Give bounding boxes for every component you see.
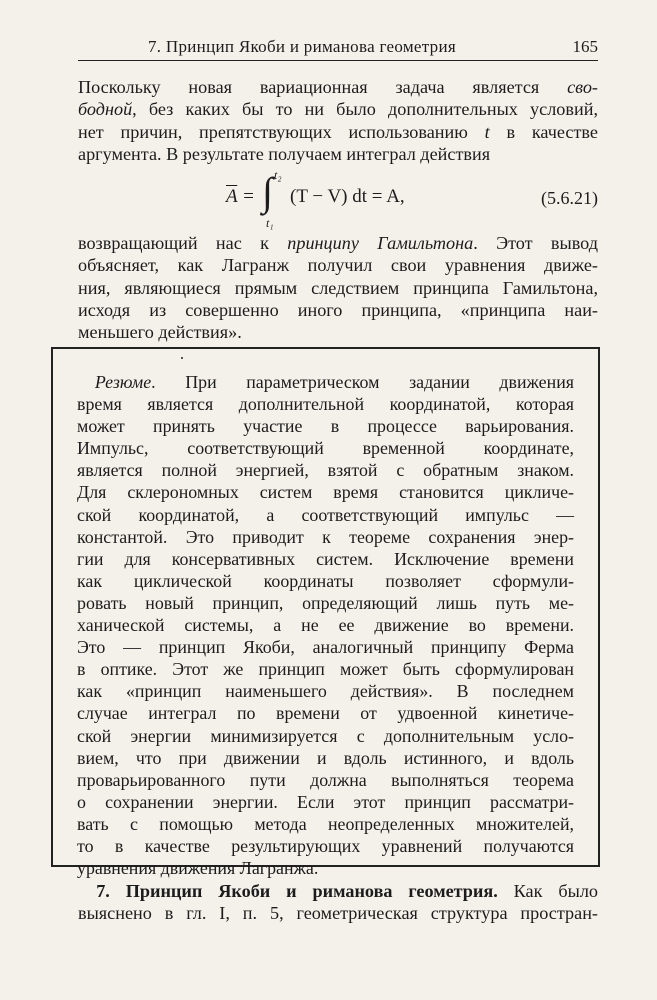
upper-limit: t₂ <box>274 168 282 182</box>
running-title: 7. Принцип Якоби и риманова геометрия <box>148 37 457 56</box>
text-line: Поскольку новая вариационная задача является сво- <box>78 77 598 97</box>
text-line: ской энергии минимизируется с дополнительным усло- <box>77 725 574 746</box>
equation-lhs: $\overline{A}$ = <box>226 186 255 207</box>
text-line: ханической системы, а не ее движение во времени. <box>77 615 574 636</box>
text-line: исходя из совершенно иного принципа, «принципа наи- <box>78 299 598 320</box>
text-line: объясняет, как Лагранж получил свои уравнения движе- <box>78 255 598 276</box>
text-line: Для склерономных систем время становится цикличе- <box>77 482 574 503</box>
text-line: гии для консервативных систем. Исключение времени <box>77 548 574 569</box>
summary-text <box>77 371 574 879</box>
text-line: может принять участие в процессе варьирования. <box>77 416 574 437</box>
text-line: меньшего действия». <box>78 322 242 343</box>
text-line: о сохранении энергии. Если этот принцип рассматри- <box>77 791 574 812</box>
summary-label: Резюме <box>94 372 152 392</box>
text-line: то в качестве результирующих уравнений получаются <box>77 835 574 856</box>
text-line: константой. Это приводит к теореме сохранения энер- <box>77 526 574 547</box>
text-line: нет причин, препятствующих использованию t в качестве <box>78 121 598 142</box>
equation-number: (5.6.21) <box>541 188 598 208</box>
page-number: 165 <box>572 37 598 56</box>
integrand: (T − V) dt = A, <box>290 186 405 207</box>
text-line: проварьированного пути должна выполняться теорема <box>77 769 574 790</box>
text-line: в оптике. Этот же принцип может быть сформулирован <box>77 659 574 680</box>
paragraph-1 <box>78 76 598 165</box>
equation-5-6-21 <box>78 168 598 230</box>
section-first-line: 7. Принцип Якоби и риманова геометрия. Как было <box>96 881 598 901</box>
text-line: уравнения движения Лагранжа. <box>77 858 319 879</box>
text-line: как циклической координаты позволяет сформули- <box>77 570 574 591</box>
summary-box <box>51 347 600 879</box>
text-line: аргумента. В результате получаем интеграл действия <box>78 143 491 164</box>
text-line: является полной энергией, взятой с обратным знаком. <box>77 460 574 481</box>
text-line: ской координатой, а соответствующий импульс — <box>77 504 574 525</box>
text-line: Это — принцип Якоби, аналогичный принципу Ферма <box>77 637 574 658</box>
section-paragraph <box>78 880 598 925</box>
paragraph-2 <box>78 232 598 343</box>
text-line: ния, являющиеся прямым следствием принципа Гамильтона, <box>78 277 598 298</box>
text-line: выяснено в гл. I, п. 5, геометрическая структура простран- <box>78 903 598 924</box>
lower-limit: t₁ <box>266 216 274 230</box>
ink-dot <box>181 357 183 359</box>
text-line: вием, что при движении и вдоль истинного, и вдоль <box>77 747 574 768</box>
text-line: как «принцип наименьшего действия». В последнем <box>77 681 574 702</box>
running-header <box>78 34 598 61</box>
text-line: вать с помощью метода неопределенных множителей, <box>77 813 574 834</box>
summary-first-line: Резюме. При параметрическом задании движения <box>94 372 574 392</box>
integral-sign: ∫ <box>262 169 273 214</box>
text-line: ровать новый принцип, определяющий лишь путь ме- <box>77 592 574 613</box>
text-line: Импульс, соответствующий временной координате, <box>77 438 574 459</box>
section-heading: 7. Принцип Якоби и риманова геометрия. <box>96 881 498 901</box>
text-line: время является дополнительной координатой, которая <box>77 394 574 415</box>
text-line: случае интеграл по времени от удвоенной кинетиче- <box>77 703 574 724</box>
text-line: возвращающий нас к принципу Гамильтона. Этот вывод <box>78 233 598 253</box>
text-line: бодной, без каких бы то ни было дополнительных условий, <box>78 99 598 120</box>
